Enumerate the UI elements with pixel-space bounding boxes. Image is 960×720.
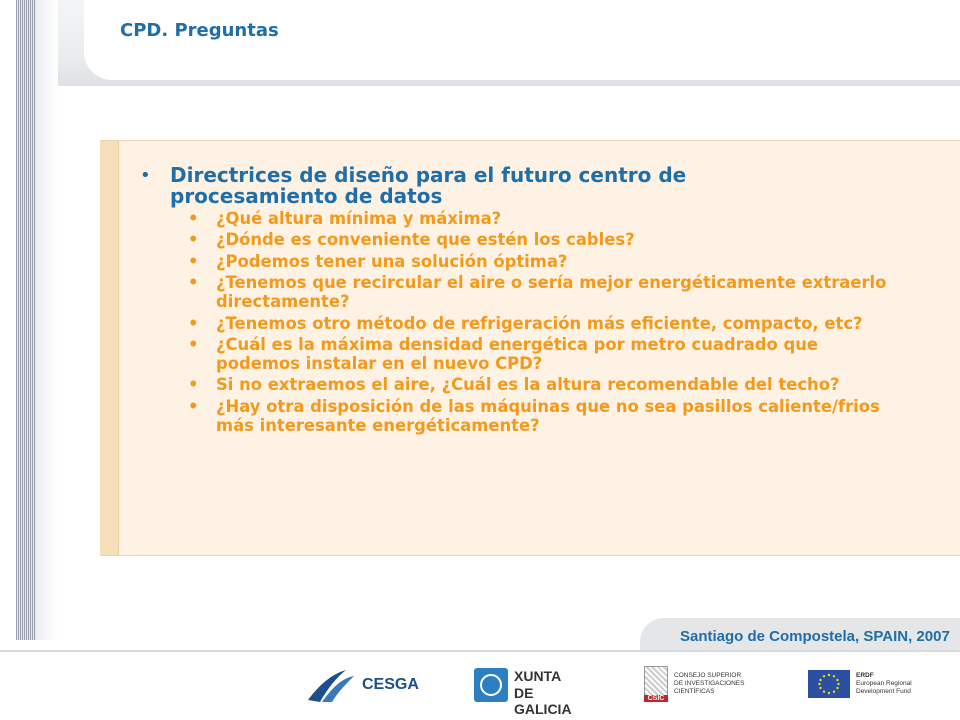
bullet-icon: • [188, 230, 199, 250]
bullet-icon: • [188, 396, 199, 416]
sub-item-text: ¿Tenemos que recircular el aire o sería mejor energéticamente extraerlo directamente? [216, 273, 887, 312]
erdf-line3: Development Fund [856, 688, 911, 695]
csic-abbr: CSIC [644, 695, 668, 702]
footer-separator [0, 650, 960, 652]
sub-list-item [170, 375, 934, 394]
sub-item-text: ¿Podemos tener una solución óptima? [216, 251, 568, 271]
sub-list-item [170, 314, 934, 333]
bullet-icon: • [188, 251, 199, 271]
sub-list-item [170, 335, 934, 373]
erdf-line1: ERDF [856, 672, 874, 679]
bullet-icon: • [188, 313, 199, 333]
sub-item-text: ¿Tenemos otro método de refrigeración más eficiente, compacto, etc? [216, 313, 863, 333]
left-fade-decoration [36, 0, 58, 640]
sub-item-text: ¿Hay otra disposición de las máquinas que no sea pasillos caliente/frios más interesante energéticamente? [216, 396, 880, 435]
sub-item-text: Si no extraemos el aire, ¿Cuál es la altura recomendable del techo? [216, 375, 840, 395]
eu-flag-icon [808, 670, 850, 698]
sub-item-text: ¿Cuál es la máxima densidad energética por metro cuadrado que podemos instalar en el nuevo CPD? [216, 334, 819, 373]
slide-title: CPD. Preguntas [120, 20, 279, 41]
csic-logo [644, 664, 754, 706]
csic-emblem-icon [644, 666, 668, 696]
bullet-icon: • [188, 375, 199, 395]
erdf-line2: European Regional [856, 680, 912, 687]
main-list-item [134, 165, 934, 435]
content-box [100, 140, 960, 556]
left-hatch-decoration [16, 0, 36, 640]
csic-line3: CIENTÍFICAS [674, 688, 715, 695]
sub-list-item [170, 230, 934, 249]
sub-item-text: ¿Qué altura mínima y máxima? [216, 209, 502, 228]
sub-list-item [170, 209, 934, 228]
main-list [134, 165, 934, 437]
bullet-icon: • [140, 165, 151, 186]
bullet-icon: • [188, 209, 199, 228]
sub-list-item [170, 273, 934, 311]
location-text: Santiago de Compostela, SPAIN, 2007 [680, 628, 950, 645]
erdf-logo [808, 664, 928, 706]
bullet-icon: • [188, 273, 199, 293]
main-item-text: Directrices de diseño para el futuro centro de procesamiento de datos [170, 163, 687, 208]
sub-list-item [170, 252, 934, 271]
bullet-icon: • [188, 334, 199, 354]
cesga-logo-text: CESGA [362, 676, 419, 693]
csic-line2: DE INVESTIGACIONES [674, 680, 745, 687]
xunta-line1: XUNTA [514, 668, 562, 684]
xunta-line2: DE GALICIA [514, 685, 572, 717]
sub-list-item [170, 397, 934, 435]
xunta-shield-icon [474, 668, 508, 702]
cesga-logo [306, 664, 426, 706]
csic-line1: CONSEJO SUPERIOR [674, 672, 742, 679]
sub-list [170, 209, 934, 435]
xunta-logo [474, 664, 594, 717]
sub-item-text: ¿Dónde es conveniente que estén los cables? [216, 230, 635, 250]
